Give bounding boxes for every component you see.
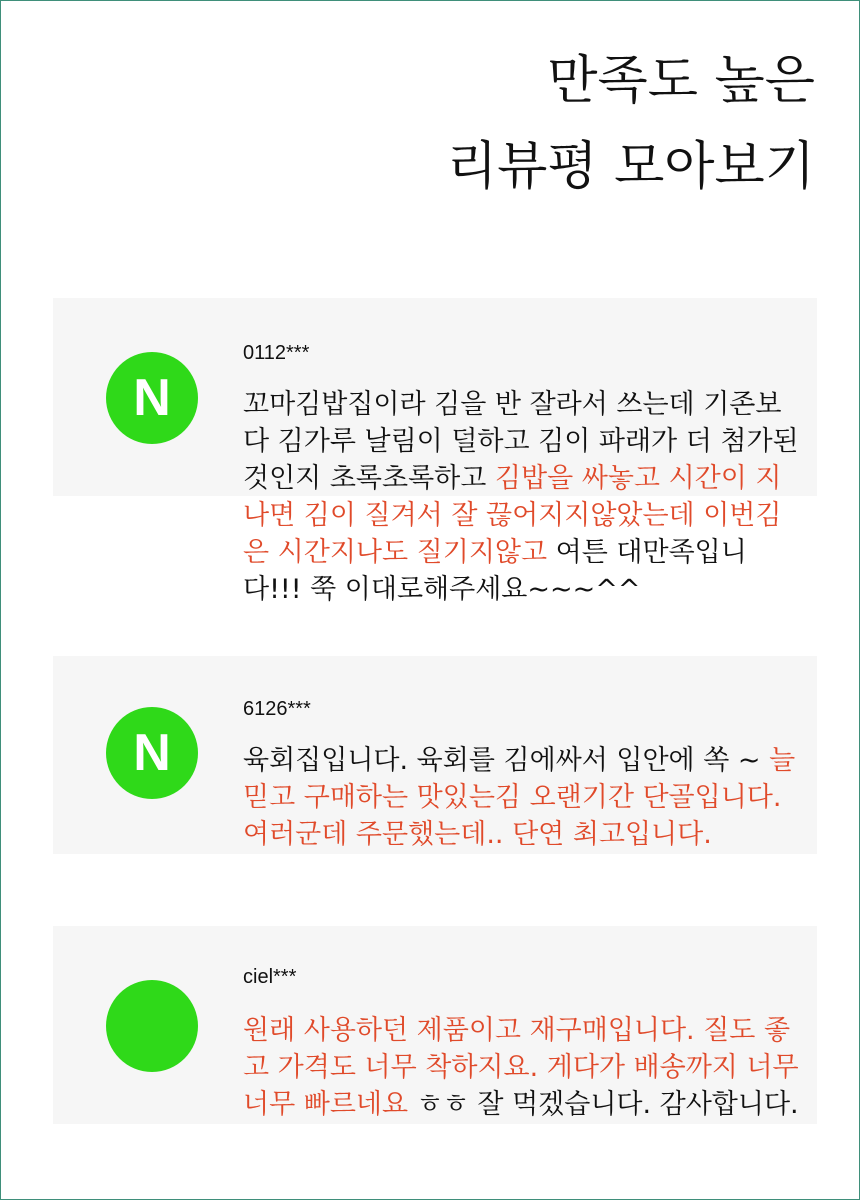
reviewer-id: 0112*** [243,342,310,364]
review-highlight-text: 원래 사용하던 제품이고 재구매입니다. 질도 좋고 가격도 너무 착하지요. 게다가 배송까지 너무너무 빠르네요 [243,1015,799,1120]
reviewer-id: ciel*** [243,966,297,988]
reviewer-id: 6126*** [243,698,311,720]
review-highlight-text: 늘 믿고 구매하는 맛있는김 오랜기간 단골입니다. 여러군데 주문했는데.. 단연 최고입니다. [243,745,796,850]
page-title [447,38,815,210]
review-text [243,742,803,853]
review-text [243,1012,803,1123]
naver-avatar-icon: N [106,352,198,444]
review-plain-text: 여튼 대만족입니다!!! 쭉 이대로해주세요~~~^^ [243,537,747,605]
review-text [243,386,803,608]
avatar-icon [106,980,198,1072]
review-plain-text: 꼬마김밥집이라 김을 반 잘라서 쓰는데 기존보다 김가루 날림이 덜하고 김이 파래가 더 첨가된것인지 초록초록하고 [243,389,799,494]
title-line-2: 리뷰평 모아보기 [446,137,815,197]
review-plain-text: ㅎㅎ 잘 먹겠습니다. 감사합니다. [408,1089,799,1120]
title-line-1: 만족도 높은 [547,51,815,111]
naver-avatar-icon: N [106,707,198,799]
review-plain-text: 육회집입니다. 육회를 김에싸서 입안에 쏙 ~ [243,745,770,776]
review-highlight-text: 김밥을 싸놓고 시간이 지나면 김이 질겨서 잘 끊어지지않았는데 이번김은 시간지나도 질기지않고 [243,463,782,568]
